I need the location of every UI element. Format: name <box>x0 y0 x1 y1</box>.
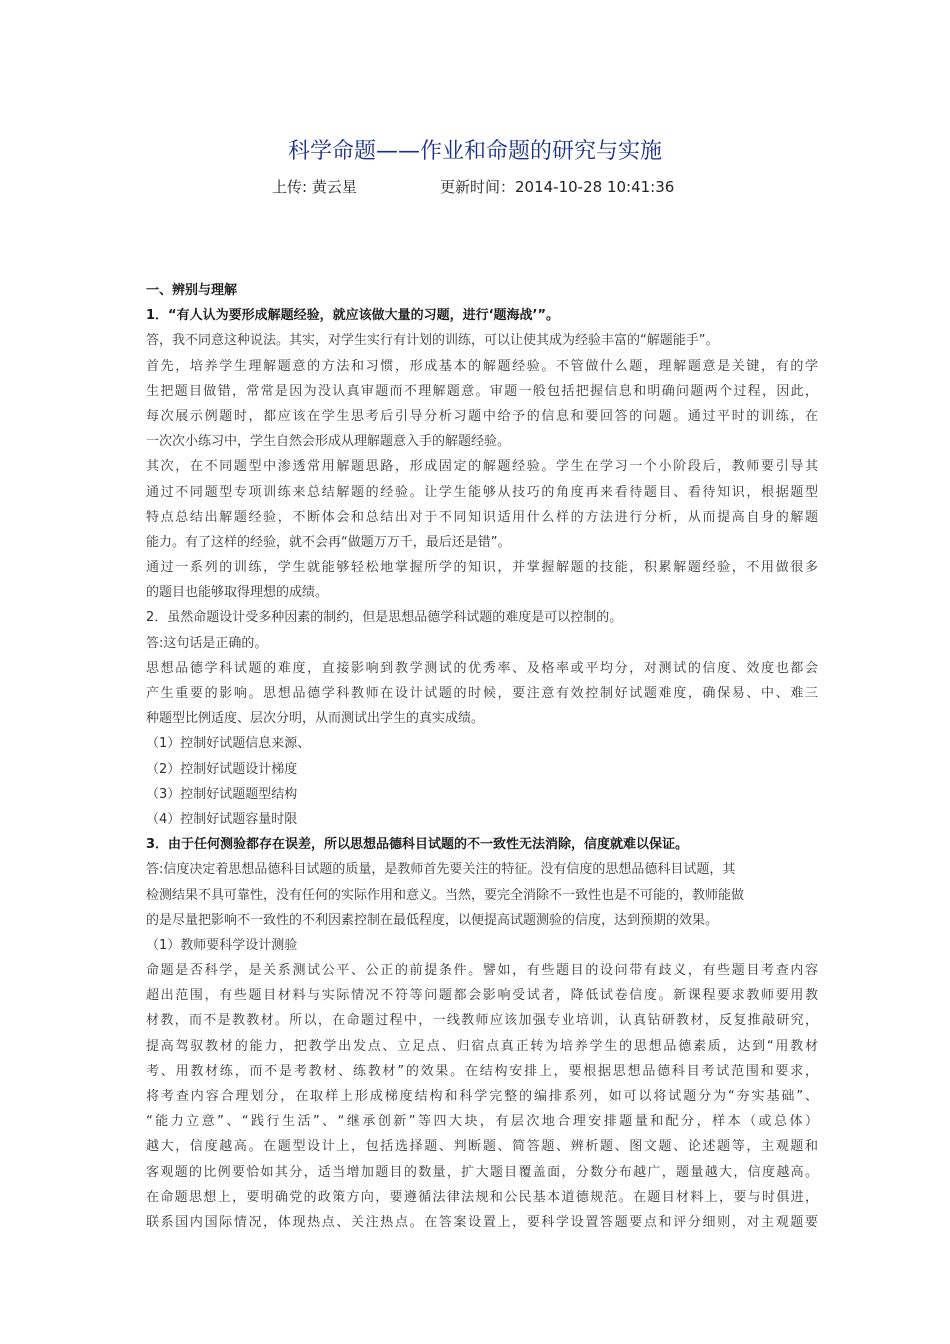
paragraph-line: （2）控制好试题设计梯度 <box>146 761 298 777</box>
paragraph-line: 提高驾驭教材的能力，把教学出发点、立足点、归宿点真正转为培养学生的思想品德素质，达到“用教材 <box>146 1038 818 1054</box>
paragraph-line: 其次，在不同题型中渗透常用解题思路，形成固定的解题经验。学生在学习一个小阶段后，教师要引导其 <box>146 459 818 475</box>
paragraph-line: （1）教师要科学设计测验 <box>146 937 298 953</box>
section-heading: 一、辨别与理解 <box>146 283 238 298</box>
paragraph-line: 答，我不同意这种说法。其实，对学生实行有计划的训练，可以让使其成为经验丰富的“解题能手”。 <box>146 333 719 349</box>
section-heading: 1．“有人认为要形成解题经验，就应该做大量的习题，进行‘题海战’”。 <box>146 308 560 324</box>
paragraph-line: 在命题思想上，要明确党的政策方向，要遵循法律法规和公民基本道德规范。在题目材料上，要与时俱进， <box>146 1189 818 1205</box>
update-time: 更新时间：2014-10-28 10:41:36 <box>440 178 675 196</box>
paragraph-line: 的是尽量把影响不一致性的不利因素控制在最低程度，以便提高试题测验的信度，达到预期的效果。 <box>146 912 719 928</box>
paragraph-line: 越大，信度越高。在题型设计上，包括选择题、判断题、简答题、辨析题、图文题、论述题等，主观题和 <box>146 1139 818 1155</box>
paragraph-line: 通过一系列的训练，学生就能够轻松地掌握所学的知识，并掌握解题的技能，积累解题经验，不用做很多 <box>146 560 818 576</box>
paragraph-line: 客观题的比例要恰如其分，适当增加题目的数量，扩大题目覆盖面，分数分布越广，题量越大，信度越高。 <box>146 1164 818 1180</box>
paragraph-line: 通过不同题型专项训练来总结解题的经验。让学生能够从技巧的角度再来看待题目、看待知识，根据题型 <box>146 484 818 500</box>
paragraph-line: 能力。有了这样的经验，就不会再“做题万万千，最后还是错”。 <box>146 534 511 550</box>
page-title: 科学命题——作业和命题的研究与实施 <box>287 139 662 164</box>
paragraph-line: 联系国内国际情况，体现热点、关注热点。在答案设置上，要科学设置答题要点和评分细则，对主观题要 <box>146 1214 818 1230</box>
paragraph-line: 2．虽然命题设计受多种因素的制约，但是思想品德学科试题的难度是可以控制的。 <box>146 610 623 626</box>
paragraph-line: （1）控制好试题信息来源、 <box>146 736 311 752</box>
paragraph-line: 答:这句话是正确的。 <box>146 635 268 651</box>
paragraph-line: 一次次小练习中，学生自然会形成从理解题意入手的解题经验。 <box>146 434 511 450</box>
paragraph-line: 将考查内容合理划分，在取样上形成梯度结构和科学完整的编排系列，如可以将试题分为“夯实基础”、 <box>146 1089 818 1104</box>
section-heading: 3．由于任何测验都存在误差，所以思想品德科目试题的不一致性无法消除，信度就难以保证。 <box>146 837 689 853</box>
paragraph-line: 每次展示例题时，都应该在学生思考后引导分析习题中给予的信息和要回答的问题。通过平时的训练，在 <box>146 408 818 424</box>
paragraph-line: 首先，培养学生理解题意的方法和习惯，形成基本的解题经验。不管做什么题，理解题意是关键，有的学 <box>146 358 818 374</box>
paragraph-line: 特点总结出解题经验，不断体会和总结出对于不同知识适用什么样的方法进行分析，从而提高自身的解题 <box>146 509 818 525</box>
paragraph-line: 的题目也能够取得理想的成绩。 <box>146 585 329 601</box>
paragraph-line: 超出范围，有些题目材料与实际情况不符等问题都会影响受试者，降低试卷信度。新课程要求教师要用教 <box>146 988 818 1004</box>
article-body <box>146 278 818 1235</box>
paragraph-line: 考、用教材练，而不是考教材、练教材”的效果。在结构安排上，要根据思想品德科目考试范围和要求， <box>146 1063 818 1079</box>
paragraph-line: （3）控制好试题题型结构 <box>146 786 298 802</box>
paragraph-line: 检测结果不具可靠性，没有任何的实际作用和意义。当然，要完全消除不一致性也是不可能的，教师能做 <box>146 887 745 903</box>
paragraph-line: 命题是否科学，是关系测试公平、公正的前提条件。譬如，有些题目的设问带有歧义，有些题目考查内容 <box>146 963 818 979</box>
paragraph-line: 答:信度决定着思想品德科目试题的质量，是教师首先要关注的特征。没有信度的思想品德科目试题，其 <box>146 862 736 878</box>
paragraph-line: 材教，而不是教教材。所以，在命题过程中，一线教师应该加强专业培训，认真钻研教材，反复推敲研究， <box>146 1013 818 1029</box>
paragraph-line: “能力立意”、“践行生活”、“继承创新”等四大块，有层次地合理安排题量和配分，样本（或总体） <box>146 1114 818 1130</box>
paragraph-line: 种题型比例适度、层次分明，从而测试出学生的真实成绩。 <box>146 711 485 727</box>
paragraph-line: 思想品德学科试题的难度，直接影响到教学测试的优秀率、及格率或平均分，对测试的信度、效度也都会 <box>146 660 818 676</box>
article-meta <box>272 177 712 197</box>
paragraph-line: 生把题目做错，常常是因为没认真审题而不理解题意。审题一般包括把握信息和明确问题两个过程，因此， <box>146 383 818 399</box>
paragraph-line: 产生重要的影响。思想品德学科教师在设计试题的时候，要注意有效控制好试题难度，确保易、中、难三 <box>146 686 818 701</box>
uploader-info: 上传: 黄云星 <box>272 178 357 196</box>
paragraph-line: （4）控制好试题容量时限 <box>146 811 298 827</box>
